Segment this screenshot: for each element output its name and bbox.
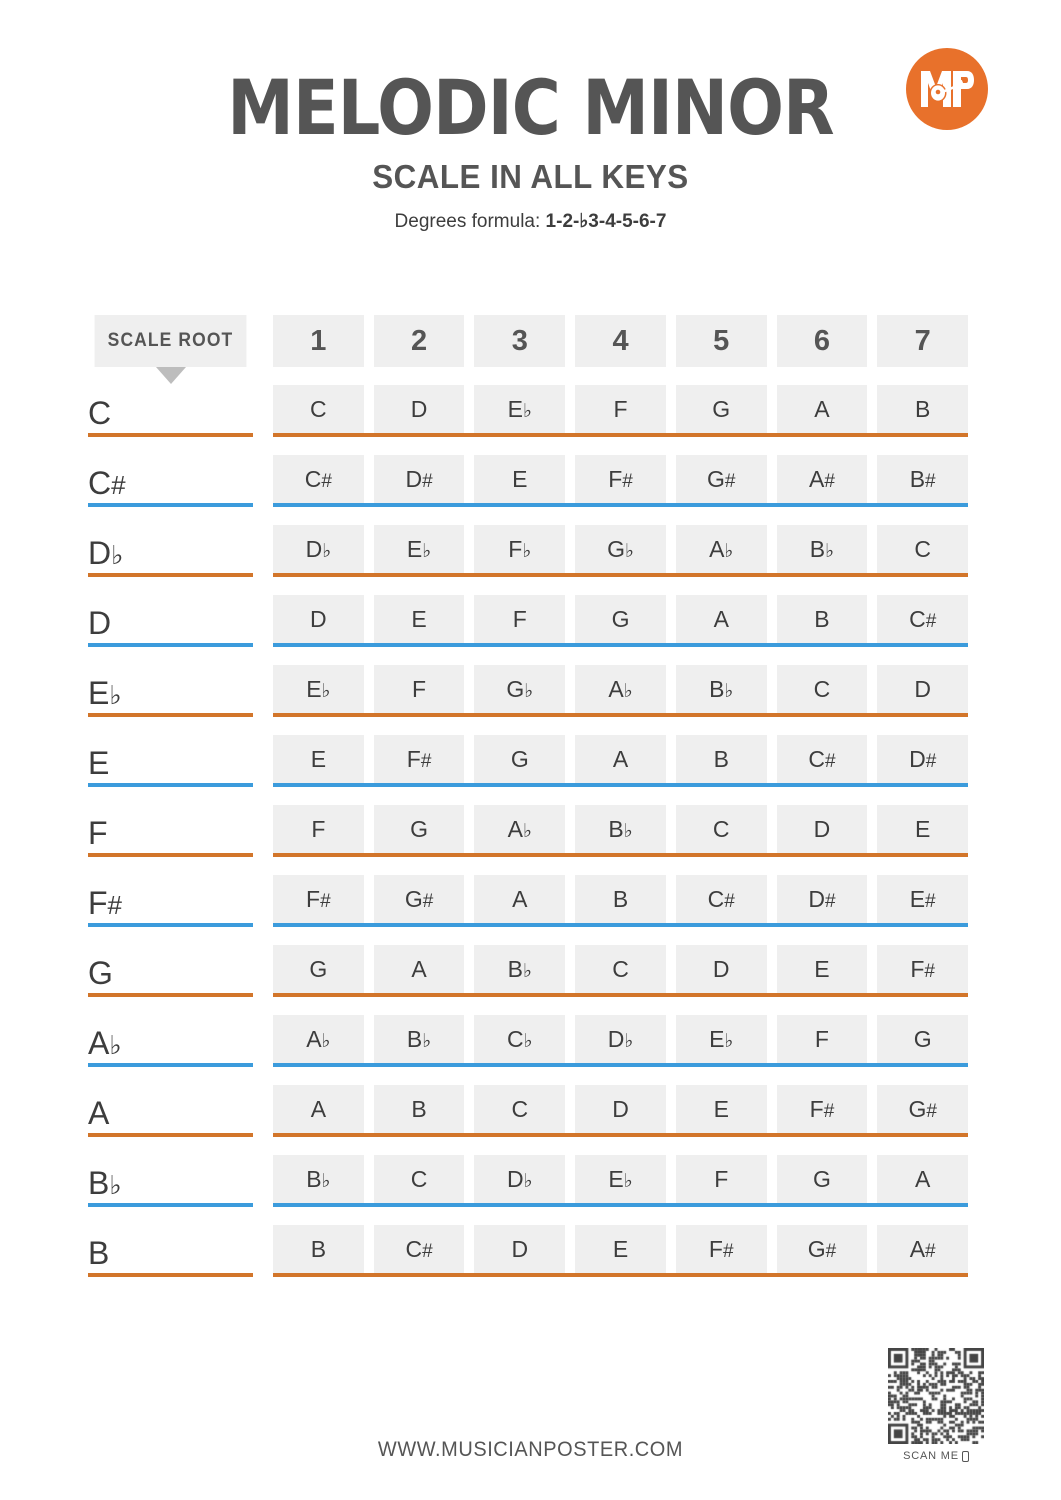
row-underline bbox=[273, 1133, 968, 1137]
note-cell[interactable]: D♭ bbox=[474, 1155, 565, 1203]
flat-symbol: ♭ bbox=[109, 1030, 122, 1060]
note-cell[interactable]: D# bbox=[777, 875, 868, 923]
note-cell[interactable]: B bbox=[575, 875, 666, 923]
flat-symbol: ♭ bbox=[623, 680, 633, 702]
scale-root-label: F bbox=[88, 815, 108, 851]
note-cell[interactable]: E♭ bbox=[676, 1015, 767, 1063]
note-cell[interactable]: F♭ bbox=[474, 525, 565, 573]
note-cell[interactable]: G# bbox=[676, 455, 767, 503]
note-cells bbox=[273, 385, 968, 437]
note-cell[interactable]: E bbox=[374, 595, 465, 643]
note-cell[interactable]: E♭ bbox=[273, 665, 364, 713]
row-underline bbox=[273, 573, 968, 577]
note-cell[interactable]: C bbox=[273, 385, 364, 433]
note-cell[interactable]: A♭ bbox=[474, 805, 565, 853]
table-row bbox=[88, 857, 968, 927]
flat-symbol: ♭ bbox=[523, 1030, 533, 1052]
page-subtitle: SCALE IN ALL KEYS bbox=[372, 158, 689, 196]
sharp-symbol: # bbox=[824, 890, 836, 912]
note-cell[interactable]: D bbox=[777, 805, 868, 853]
spacer bbox=[253, 315, 273, 367]
row-underline bbox=[88, 1273, 253, 1277]
note-cell[interactable]: E bbox=[474, 455, 565, 503]
note-cell[interactable]: B♭ bbox=[676, 665, 767, 713]
note-cell[interactable]: B♭ bbox=[777, 525, 868, 573]
scale-root-cell[interactable] bbox=[88, 1137, 253, 1207]
degree-header-7: 7 bbox=[877, 315, 968, 367]
scale-root-cell[interactable] bbox=[88, 577, 253, 647]
page-title: MELODIC MINOR bbox=[227, 63, 834, 152]
flat-symbol: ♭ bbox=[523, 1170, 533, 1192]
note-cell[interactable]: E♭ bbox=[474, 385, 565, 433]
sharp-symbol: # bbox=[420, 750, 432, 772]
table-row bbox=[88, 997, 968, 1067]
flat-symbol: ♭ bbox=[724, 680, 734, 702]
note-cell[interactable]: F bbox=[474, 595, 565, 643]
sharp-symbol: # bbox=[924, 960, 935, 982]
note-cell[interactable]: E bbox=[777, 945, 868, 993]
note-cell[interactable]: B♭ bbox=[575, 805, 666, 853]
scale-root-label: G bbox=[88, 955, 113, 991]
note-cell[interactable]: A bbox=[676, 595, 767, 643]
table-row bbox=[88, 507, 968, 577]
note-cell[interactable]: F# bbox=[374, 735, 465, 783]
note-cell[interactable]: D♭ bbox=[273, 525, 364, 573]
note-cell[interactable]: G bbox=[877, 1015, 968, 1063]
note-cells bbox=[273, 455, 968, 507]
note-cell[interactable]: A# bbox=[777, 455, 868, 503]
note-cell[interactable]: A bbox=[877, 1155, 968, 1203]
flat-symbol: ♭ bbox=[522, 400, 532, 422]
note-cells bbox=[273, 1155, 968, 1207]
sharp-symbol: # bbox=[824, 750, 836, 772]
note-cell[interactable]: D bbox=[575, 1085, 666, 1133]
row-underline bbox=[273, 643, 968, 647]
scale-root-cell[interactable] bbox=[88, 1067, 253, 1137]
note-cell[interactable]: D bbox=[676, 945, 767, 993]
flat-symbol: ♭ bbox=[724, 540, 734, 562]
note-cell[interactable]: C# bbox=[273, 455, 364, 503]
note-cell[interactable]: D bbox=[877, 665, 968, 713]
scale-table bbox=[88, 315, 968, 1277]
note-cell[interactable]: A♭ bbox=[575, 665, 666, 713]
note-cell[interactable]: F bbox=[777, 1015, 868, 1063]
scale-root-cell[interactable] bbox=[88, 997, 253, 1067]
note-cell[interactable]: A bbox=[273, 1085, 364, 1133]
note-cell[interactable]: G bbox=[575, 595, 666, 643]
note-cell[interactable]: F# bbox=[273, 875, 364, 923]
table-row bbox=[88, 787, 968, 857]
scale-root-label: D♭ bbox=[88, 535, 124, 571]
note-cell[interactable]: E bbox=[575, 1225, 666, 1273]
sharp-symbol: # bbox=[321, 470, 332, 492]
flat-symbol: ♭ bbox=[623, 1170, 633, 1192]
note-cell[interactable]: G bbox=[273, 945, 364, 993]
scale-root-cell[interactable] bbox=[88, 437, 253, 507]
table-row bbox=[88, 927, 968, 997]
note-cell[interactable]: G# bbox=[374, 875, 465, 923]
note-cell[interactable]: B bbox=[374, 1085, 465, 1133]
note-cells bbox=[273, 1225, 968, 1277]
note-cell[interactable]: D bbox=[374, 385, 465, 433]
flat-symbol: ♭ bbox=[522, 540, 532, 562]
note-cell[interactable]: G# bbox=[777, 1225, 868, 1273]
note-cells bbox=[273, 1015, 968, 1067]
degree-header-1: 1 bbox=[273, 315, 364, 367]
flat-symbol: ♭ bbox=[422, 1030, 432, 1052]
sharp-symbol: # bbox=[722, 1240, 734, 1262]
note-cell[interactable]: C# bbox=[676, 875, 767, 923]
note-cell[interactable]: D bbox=[273, 595, 364, 643]
note-cell[interactable]: C# bbox=[877, 595, 968, 643]
flat-symbol: ♭ bbox=[624, 540, 634, 562]
sharp-symbol: # bbox=[422, 470, 433, 492]
note-cell[interactable]: F# bbox=[575, 455, 666, 503]
title-block bbox=[0, 63, 1061, 233]
table-row bbox=[88, 647, 968, 717]
table-row bbox=[88, 1207, 968, 1277]
sharp-symbol: # bbox=[422, 890, 434, 912]
note-cell[interactable]: A bbox=[374, 945, 465, 993]
degree-header-cells bbox=[273, 315, 968, 367]
sharp-symbol: # bbox=[622, 470, 633, 492]
note-cell[interactable]: E bbox=[273, 735, 364, 783]
row-underline bbox=[273, 1063, 968, 1067]
note-cell[interactable]: B♭ bbox=[374, 1015, 465, 1063]
table-row bbox=[88, 1067, 968, 1137]
note-cells bbox=[273, 805, 968, 857]
note-cell[interactable]: B♭ bbox=[474, 945, 565, 993]
note-cell[interactable]: A bbox=[777, 385, 868, 433]
flat-symbol: ♭ bbox=[522, 820, 532, 842]
flat-symbol: ♭ bbox=[321, 1170, 331, 1192]
scale-root-label: A♭ bbox=[88, 1025, 122, 1061]
note-cell[interactable]: C♭ bbox=[474, 1015, 565, 1063]
flat-symbol: ♭ bbox=[109, 1170, 122, 1200]
sharp-symbol: # bbox=[925, 890, 936, 912]
table-header-row bbox=[88, 315, 968, 367]
note-cell[interactable]: C bbox=[877, 525, 968, 573]
qr-code-image[interactable] bbox=[888, 1348, 984, 1444]
sharp-symbol: # bbox=[825, 1240, 837, 1262]
sharp-symbol: # bbox=[107, 890, 123, 920]
row-underline bbox=[273, 923, 968, 927]
scale-root-label: B♭ bbox=[88, 1165, 122, 1201]
note-cell[interactable]: A bbox=[474, 875, 565, 923]
note-cells bbox=[273, 945, 968, 997]
formula-label: Degrees formula: bbox=[394, 211, 541, 233]
note-cell[interactable]: G♭ bbox=[575, 525, 666, 573]
note-cell[interactable]: E♭ bbox=[374, 525, 465, 573]
note-cell[interactable]: C bbox=[575, 945, 666, 993]
note-cell[interactable]: A♭ bbox=[676, 525, 767, 573]
scale-root-cell[interactable] bbox=[88, 367, 253, 437]
note-cell[interactable]: B bbox=[676, 735, 767, 783]
note-cell[interactable]: G bbox=[676, 385, 767, 433]
note-cell[interactable]: G bbox=[374, 805, 465, 853]
flat-symbol: ♭ bbox=[111, 540, 124, 570]
sharp-symbol: # bbox=[422, 1240, 433, 1262]
note-cell[interactable]: C bbox=[676, 805, 767, 853]
scale-root-label: D bbox=[88, 605, 112, 641]
note-cell[interactable]: G♭ bbox=[474, 665, 565, 713]
scale-root-cell[interactable] bbox=[88, 647, 253, 717]
note-cell[interactable]: E bbox=[676, 1085, 767, 1133]
note-cell[interactable]: F# bbox=[777, 1085, 868, 1133]
note-cell[interactable]: E♭ bbox=[575, 1155, 666, 1203]
note-cell[interactable]: E# bbox=[877, 875, 968, 923]
sharp-symbol: # bbox=[320, 890, 331, 912]
note-cell[interactable]: F bbox=[575, 385, 666, 433]
table-row bbox=[88, 437, 968, 507]
note-cell[interactable]: C bbox=[374, 1155, 465, 1203]
flat-symbol: ♭ bbox=[109, 680, 122, 710]
scale-root-label: C bbox=[88, 395, 112, 431]
table-row bbox=[88, 367, 968, 437]
scale-root-label: F# bbox=[88, 885, 123, 921]
note-cell[interactable]: F# bbox=[676, 1225, 767, 1273]
row-underline bbox=[273, 1273, 968, 1277]
note-cell[interactable]: D♭ bbox=[575, 1015, 666, 1063]
table-row bbox=[88, 717, 968, 787]
note-cell[interactable]: B bbox=[877, 385, 968, 433]
flat-symbol: ♭ bbox=[422, 540, 432, 562]
note-cell[interactable]: F# bbox=[877, 945, 968, 993]
flat-symbol: ♭ bbox=[321, 1030, 331, 1052]
sharp-symbol: # bbox=[926, 1100, 937, 1122]
row-underline bbox=[273, 993, 968, 997]
scale-root-label: B bbox=[88, 1235, 110, 1271]
degree-header-4: 4 bbox=[575, 315, 666, 367]
degree-header-6: 6 bbox=[777, 315, 868, 367]
note-cell[interactable]: A bbox=[575, 735, 666, 783]
flat-symbol: ♭ bbox=[724, 1030, 734, 1052]
note-cell[interactable]: C bbox=[474, 1085, 565, 1133]
note-cell[interactable]: F bbox=[374, 665, 465, 713]
scale-root-cell[interactable] bbox=[88, 717, 253, 787]
note-cell[interactable]: A♭ bbox=[273, 1015, 364, 1063]
degree-header-5: 5 bbox=[676, 315, 767, 367]
flat-symbol: ♭ bbox=[321, 680, 331, 702]
note-cell[interactable]: F bbox=[676, 1155, 767, 1203]
sharp-symbol: # bbox=[925, 1240, 936, 1262]
note-cell[interactable]: D# bbox=[374, 455, 465, 503]
scale-root-cell[interactable] bbox=[88, 927, 253, 997]
note-cell[interactable]: E bbox=[877, 805, 968, 853]
scale-root-header: SCALE ROOT bbox=[95, 315, 247, 367]
scale-root-label: A bbox=[88, 1095, 110, 1131]
note-cells bbox=[273, 1085, 968, 1137]
row-underline bbox=[273, 433, 968, 437]
scale-root-label: E♭ bbox=[88, 675, 122, 711]
row-underline bbox=[273, 783, 968, 787]
note-cell[interactable]: G# bbox=[877, 1085, 968, 1133]
scale-root-cell[interactable] bbox=[88, 857, 253, 927]
scan-me-text: SCAN ME bbox=[903, 1450, 959, 1462]
note-cell[interactable]: D bbox=[474, 1225, 565, 1273]
sharp-symbol: # bbox=[925, 610, 937, 632]
flat-symbol: ♭ bbox=[623, 820, 633, 842]
sharp-symbol: # bbox=[111, 470, 126, 500]
table-row bbox=[88, 577, 968, 647]
flat-symbol: ♭ bbox=[524, 680, 534, 702]
sharp-symbol: # bbox=[925, 750, 937, 772]
flat-symbol: ♭ bbox=[624, 1030, 634, 1052]
note-cell[interactable]: C# bbox=[374, 1225, 465, 1273]
degree-header-2: 2 bbox=[374, 315, 465, 367]
sharp-symbol: # bbox=[824, 470, 835, 492]
note-cell[interactable]: C# bbox=[777, 735, 868, 783]
degree-header-3: 3 bbox=[474, 315, 565, 367]
note-cell[interactable]: B♭ bbox=[273, 1155, 364, 1203]
scale-root-label: E bbox=[88, 745, 110, 781]
row-underline bbox=[273, 713, 968, 717]
flat-symbol: ♭ bbox=[522, 960, 532, 982]
table-body bbox=[88, 367, 968, 1277]
sharp-symbol: # bbox=[724, 470, 736, 492]
scale-root-cell[interactable] bbox=[88, 787, 253, 857]
table-row bbox=[88, 1137, 968, 1207]
scale-root-cell[interactable] bbox=[88, 1207, 253, 1277]
note-cells bbox=[273, 525, 968, 577]
sharp-symbol: # bbox=[925, 470, 936, 492]
note-cell[interactable]: B bbox=[777, 595, 868, 643]
row-underline bbox=[273, 1203, 968, 1207]
note-cell[interactable]: G bbox=[474, 735, 565, 783]
note-cell[interactable]: D# bbox=[877, 735, 968, 783]
flat-symbol: ♭ bbox=[825, 540, 835, 562]
note-cells bbox=[273, 595, 968, 647]
note-cell[interactable]: G bbox=[777, 1155, 868, 1203]
note-cell[interactable]: A# bbox=[877, 1225, 968, 1273]
note-cell[interactable]: B# bbox=[877, 455, 968, 503]
sharp-symbol: # bbox=[724, 890, 735, 912]
flat-symbol: ♭ bbox=[322, 540, 332, 562]
scale-root-cell[interactable] bbox=[88, 507, 253, 577]
degrees-formula bbox=[0, 210, 1061, 233]
note-cell[interactable]: C bbox=[777, 665, 868, 713]
note-cells bbox=[273, 735, 968, 787]
formula-value: 1-2-♭3-4-5-6-7 bbox=[545, 211, 667, 233]
note-cell[interactable]: B bbox=[273, 1225, 364, 1273]
note-cell[interactable]: F bbox=[273, 805, 364, 853]
website-url[interactable]: WWW.MUSICIANPOSTER.COM bbox=[377, 1438, 684, 1461]
sharp-symbol: # bbox=[823, 1100, 835, 1122]
scale-root-label: C# bbox=[88, 465, 126, 501]
row-underline bbox=[273, 503, 968, 507]
note-cells bbox=[273, 665, 968, 717]
note-cells bbox=[273, 875, 968, 927]
scale-root-header-col bbox=[88, 315, 253, 367]
row-underline bbox=[273, 853, 968, 857]
